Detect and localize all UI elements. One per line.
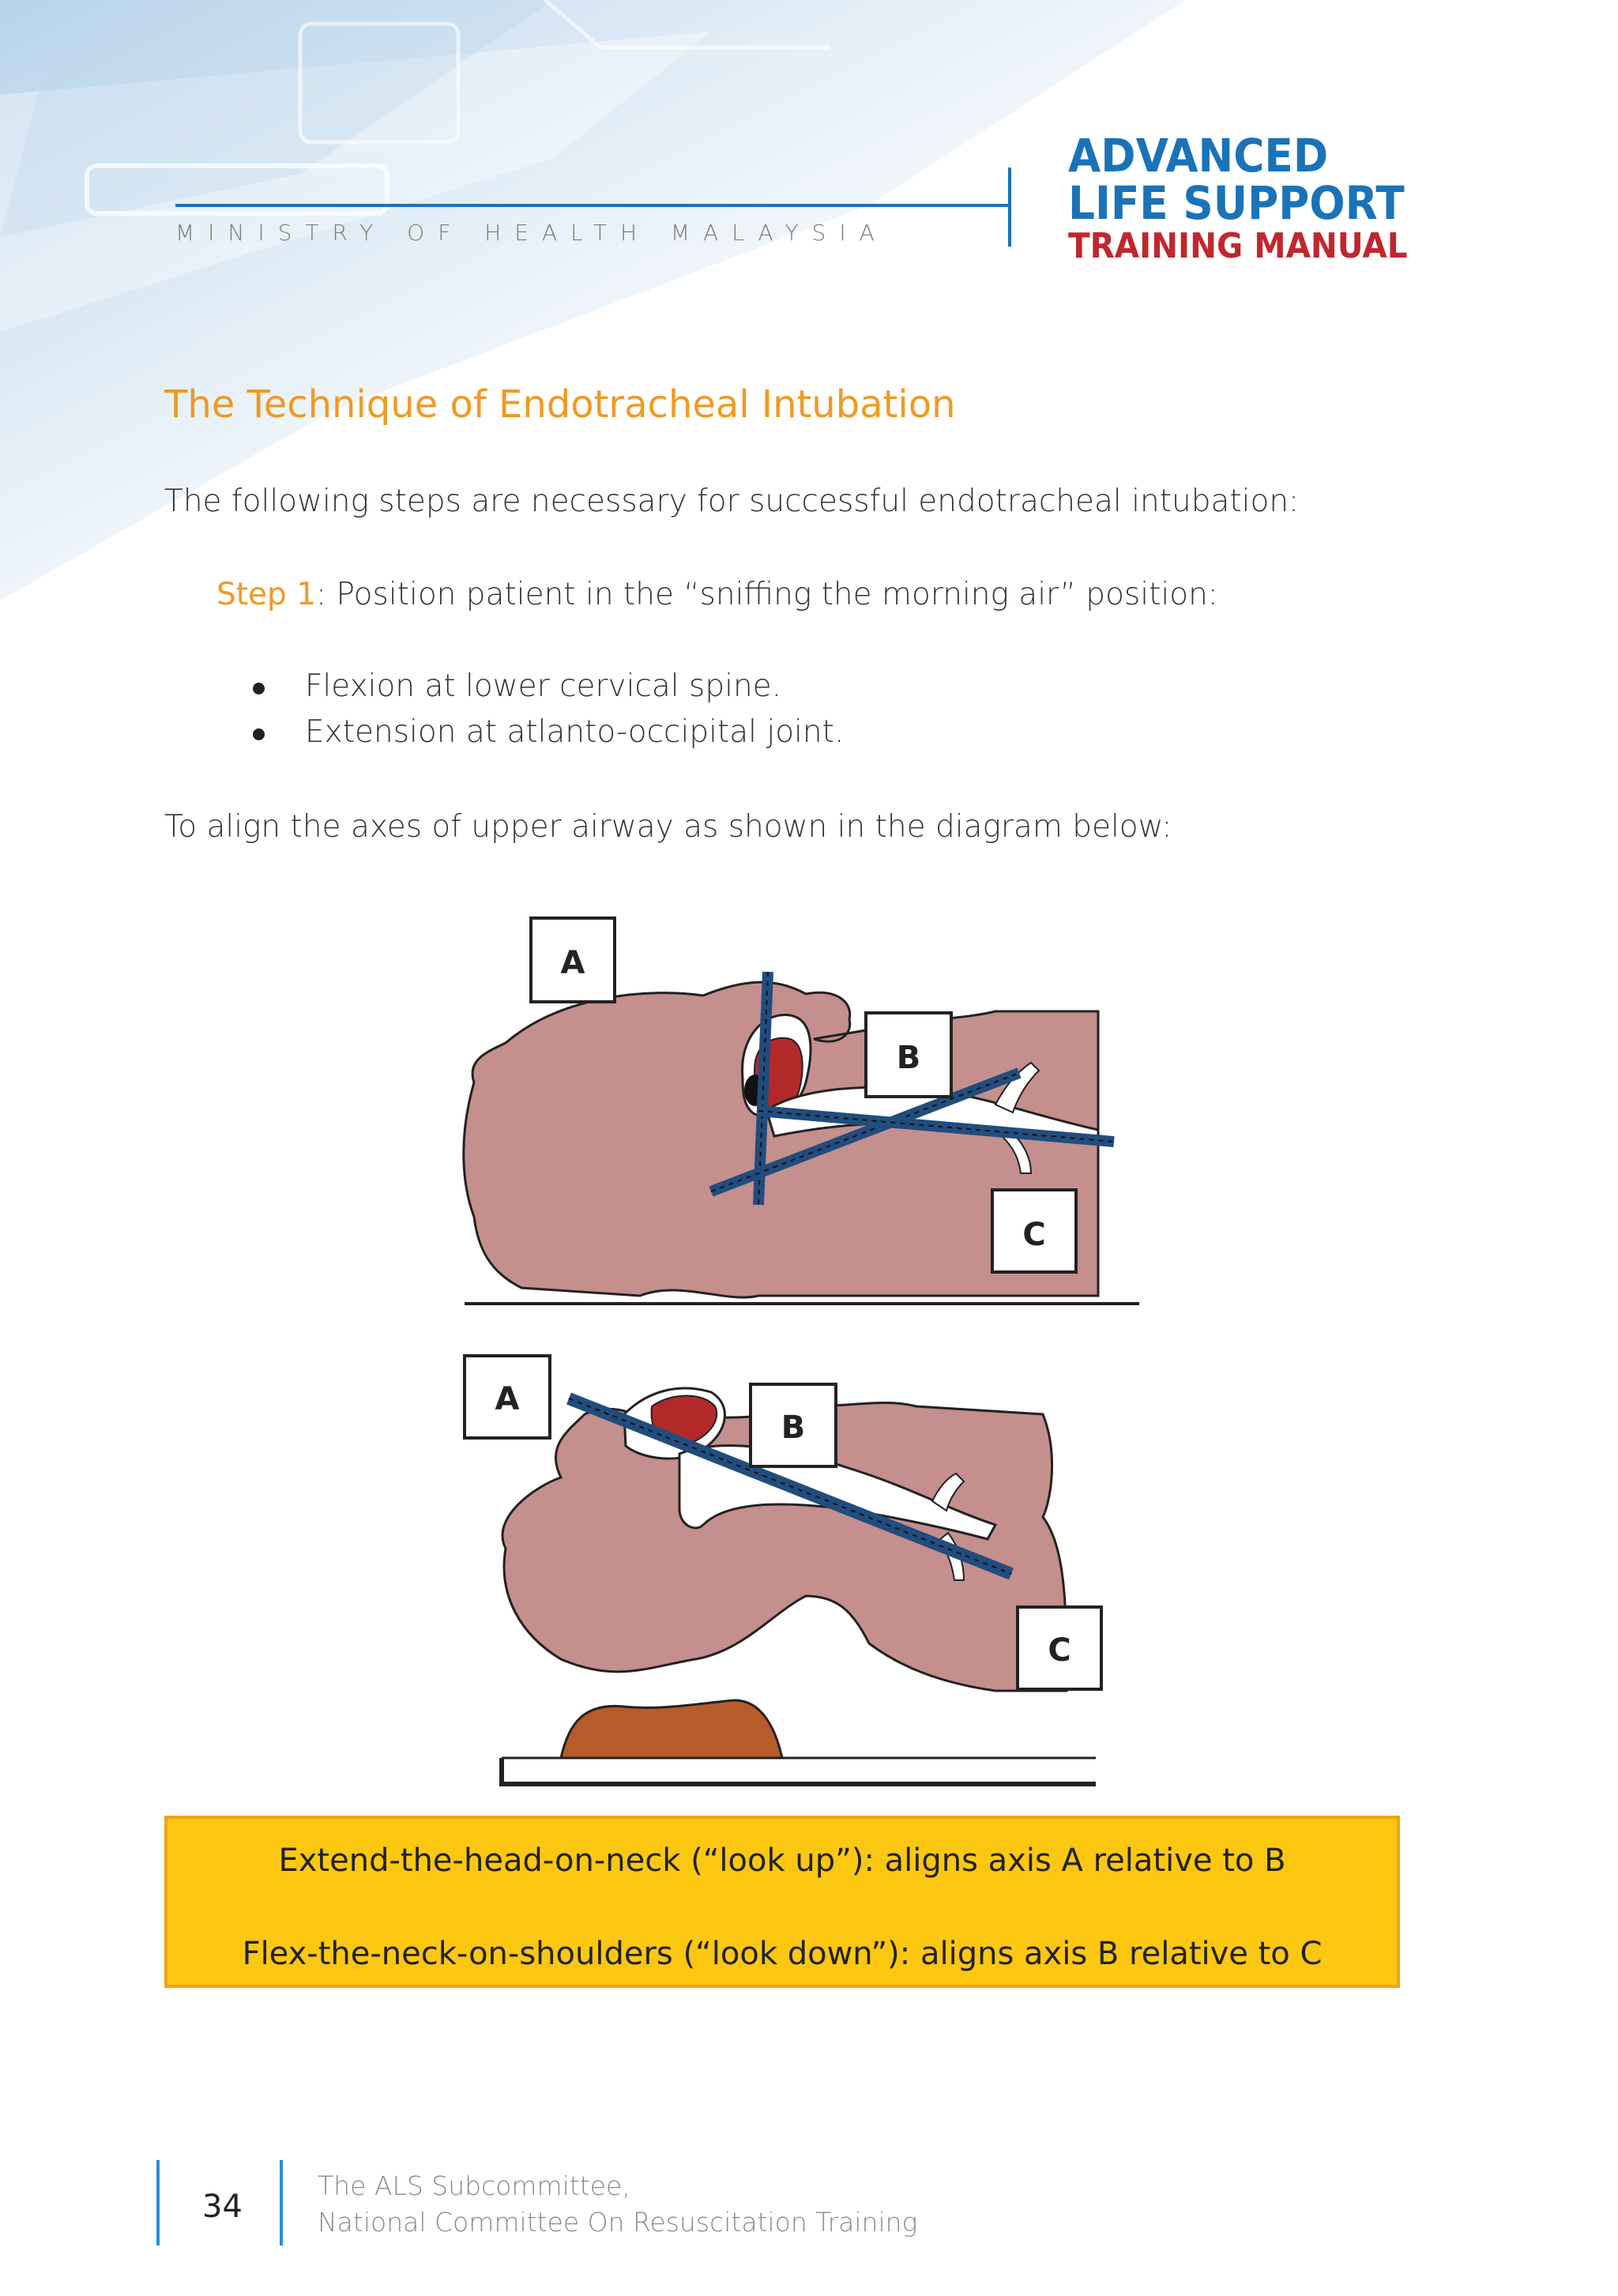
key-points-callout [164, 1816, 1400, 1988]
brand-logo [1068, 129, 1437, 266]
label-a-2: A [495, 1381, 520, 1417]
footer-rule-left [156, 2160, 160, 2245]
label-b: B [896, 1040, 921, 1076]
ministry-name: MINISTRY OF HEALTH MALAYSIA [175, 220, 888, 246]
footer-line-2: National Committee On Resuscitation Training [318, 2207, 918, 2238]
intro-paragraph: The following steps are necessary for successful endotracheal intubation: [164, 484, 1300, 519]
table-base [502, 1758, 1096, 1784]
header-rule-tick [1008, 167, 1011, 247]
footer-credit [318, 2168, 917, 2241]
align-paragraph: To align the axes of upper airway as shown in the diagram below: [164, 809, 1172, 845]
sniffing-position-figure [465, 1356, 1101, 1784]
step-1 [216, 577, 1218, 612]
brand-line-1: ADVANCED [1068, 129, 1329, 183]
footer-rule-right [280, 2160, 283, 2245]
bullet-icon [253, 683, 265, 694]
pillow [561, 1700, 782, 1758]
callout-line-1: Extend-the-head-on-neck (“look up”): aligns axis A relative to B [278, 1842, 1286, 1879]
brand-line-2: LIFE SUPPORT [1068, 176, 1405, 230]
callout-line-2: Flex-the-neck-on-shoulders (“look down”): aligns axis B relative to C [242, 1936, 1323, 1972]
label-b-2: B [781, 1410, 806, 1446]
label-c-2: C [1048, 1632, 1071, 1669]
section-title: The Technique of Endotracheal Intubation [164, 382, 956, 427]
supine-head-figure [464, 918, 1139, 1304]
brand-line-3: TRAINING MANUAL [1068, 226, 1408, 266]
label-a: A [560, 945, 585, 981]
header-rule [175, 204, 1010, 207]
page-number: 34 [202, 2189, 243, 2225]
step-text: : Position patient in the “sniffing the morning air” position: [316, 577, 1218, 612]
list-item: Extension at atlanto-occipital joint. [253, 714, 844, 760]
step-label: Step 1 [216, 577, 317, 612]
footer-line-1: The ALS Subcommittee, [318, 2170, 630, 2201]
list-item: Flexion at lower cervical spine. [253, 668, 844, 714]
airway-axes-diagram [442, 901, 1169, 1801]
label-c: C [1022, 1217, 1046, 1253]
bullet-icon [253, 728, 265, 740]
step-bullets [253, 668, 844, 760]
